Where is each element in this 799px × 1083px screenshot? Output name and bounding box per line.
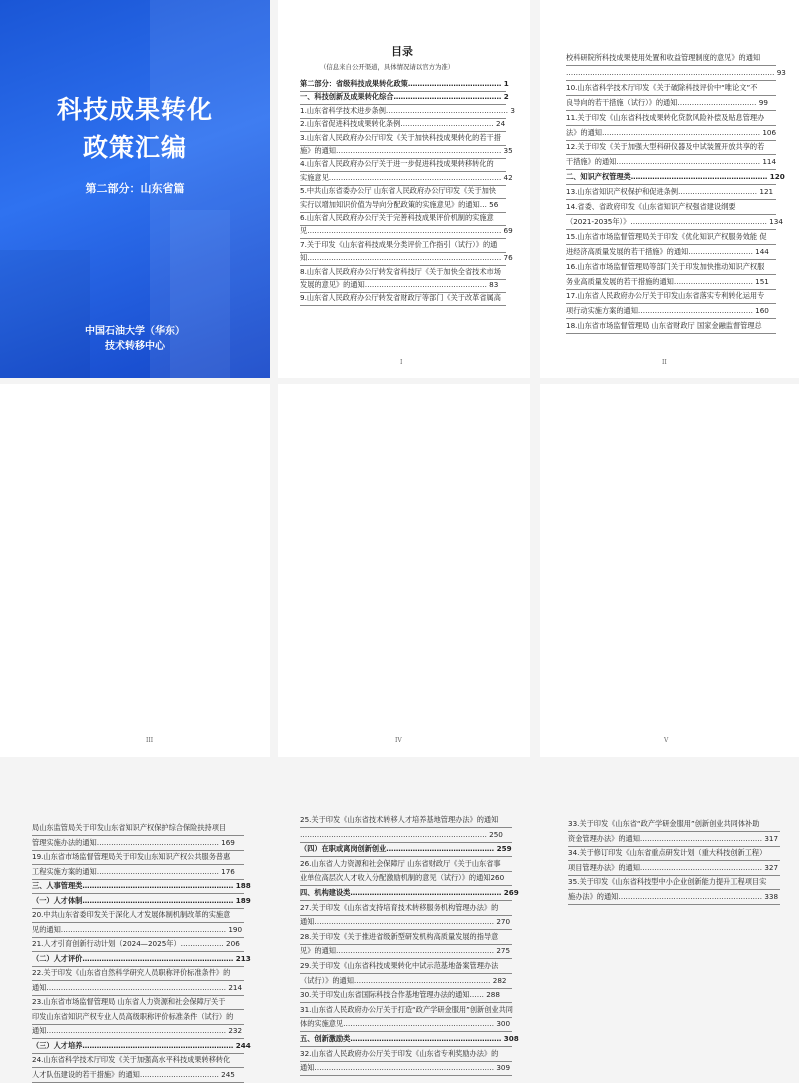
toc-rule — [32, 1009, 244, 1010]
toc-rule — [568, 846, 780, 847]
toc-entry[interactable]: （一）人才体制……………………………………………………… 189 — [32, 895, 251, 905]
toc-entry[interactable]: 资金管理办法》的通知…………………………………………… 317 — [568, 833, 779, 843]
toc-entry[interactable]: 实施意见……………………………………………………………… 42 — [300, 172, 513, 182]
toc-entry[interactable]: 通知………………………………………………………………… 309 — [300, 1063, 511, 1073]
toc-entry[interactable]: 一、科技创新及成果转化综合……………………………………… 2 — [300, 92, 509, 102]
toc-rule — [300, 1017, 512, 1018]
toc-rule — [32, 951, 244, 952]
toc-entry[interactable]: 6.山东省人民政府办公厅关于完善科技成果评价机制的实施意 — [300, 213, 494, 222]
toc-entry[interactable]: 14.省委、省政府印发《山东省知识产权强省建设纲要 — [566, 202, 736, 211]
toc-entry[interactable]: 4.山东省人民政府办公厅关于进一步促进科技成果转移转化的 — [300, 159, 494, 169]
toc-rule — [566, 244, 776, 245]
toc-entry[interactable]: 8.山东省人民政府办公厅转发省科技厅《关于加快全省技术市场 — [300, 266, 501, 276]
toc-rule — [568, 889, 780, 890]
toc-entry[interactable]: 通知………………………………………………………………… 214 — [32, 982, 243, 992]
toc-entry[interactable]: 32.山东省人民政府办公厅关于印发《山东省专利奖励办法》的 — [300, 1048, 499, 1058]
toc-entry[interactable]: 29.关于印发《山东省科技成果转化中试示范基地备案管理办法 — [300, 961, 499, 970]
toc-entry[interactable]: 业单位高层次人才收入分配激励机制的意见（试行）》的通知260 — [300, 873, 505, 883]
toc-page-1 — [278, 0, 530, 378]
toc-rule — [32, 850, 244, 851]
toc-entry[interactable]: 35.关于印发《山东省科技型中小企业创新能力提升工程项目实 — [568, 877, 767, 887]
page-number: V — [664, 737, 669, 744]
toc-entry[interactable]: 28.关于印发《关于推进省级新型研发机构高质量发展的指导意 — [300, 931, 499, 941]
toc-rule — [300, 1075, 512, 1076]
toc-title: 目录 — [391, 45, 413, 58]
toc-entry[interactable]: 9.山东省人民政府办公厅转发省财政厅等部门《关于改革省属高 — [300, 293, 501, 303]
toc-entry[interactable]: 见……………………………………………………………………… 69 — [300, 226, 513, 236]
toc-rule — [32, 1053, 244, 1054]
cover-org-line2: 技术转移中心 — [105, 341, 165, 352]
toc-rule — [32, 1038, 244, 1039]
toc-rule — [300, 856, 512, 857]
toc-rule — [566, 229, 776, 230]
toc-entry[interactable]: 26.山东省人力资源和社会保障厅 山东省财政厅《关于山东省事 — [300, 858, 501, 868]
toc-entry[interactable]: 见的通知…………………………………………………………… 190 — [32, 924, 243, 934]
toc-rule — [300, 973, 512, 974]
toc-entry[interactable]: …………………………………………………………………… 250 — [300, 829, 503, 839]
toc-entry[interactable]: 管理实施办法的通知…………………………………………… 169 — [32, 837, 235, 847]
cover-title-line1: 科技成果转化 — [56, 95, 213, 124]
toc-rule — [566, 318, 776, 319]
toc-entry[interactable]: 3.山东省人民政府办公厅印发《关于加快科技成果转化的若干措 — [300, 132, 501, 142]
toc-rule — [300, 944, 512, 945]
toc-entry[interactable]: 校科研院所科技成果使用处置和收益管理制度的意见》的通知 — [566, 53, 761, 62]
page-number: III — [146, 737, 154, 744]
toc-entry[interactable]: 16.山东省市场监督管理局等部门关于印发加快推动知识产权服 — [566, 261, 765, 271]
cover-decor-shape — [170, 210, 230, 378]
toc-rule — [566, 184, 776, 185]
toc-rule — [568, 831, 780, 832]
page-number: I — [400, 359, 403, 366]
toc-entry[interactable]: 二、知识产权管理类………………………………………………… 120 — [566, 172, 785, 182]
toc-entry[interactable]: 务业高质量发展的若干措施的通知…………………………… 151 — [566, 276, 769, 286]
toc-entry[interactable]: 法》的通知………………………………………………………… 106 — [566, 127, 777, 137]
toc-rule — [566, 140, 776, 141]
toc-rule — [566, 169, 776, 170]
toc-entry[interactable]: 19.山东省市场监督管理局关于印发山东知识产权公共服务普惠 — [32, 852, 231, 861]
toc-entry[interactable]: （四）在职或离岗创新创业……………………………………… 259 — [300, 844, 512, 854]
toc-entry[interactable]: 12.关于印发《关于加强大型科研仪器及中试装置开放共享的若 — [566, 142, 765, 152]
toc-rule — [568, 875, 780, 876]
toc-rule — [566, 80, 776, 81]
toc-page-5 — [540, 384, 799, 901]
toc-entry[interactable]: 三、人事管理类……………………………………………………… 188 — [32, 881, 251, 890]
toc-entry[interactable]: 25.关于印发《山东省技术转移人才培养基地管理办法》的通知 — [300, 815, 499, 824]
toc-rule — [300, 305, 506, 306]
toc-entry[interactable]: 15.山东省市场监督管理局关于印发《优化知识产权服务效能 促 — [566, 231, 767, 241]
toc-entry[interactable]: 通知………………………………………………………………… 270 — [300, 917, 511, 927]
toc-rule — [300, 900, 512, 901]
page-number: II — [662, 359, 667, 366]
toc-entry[interactable]: 四、机构建设类……………………………………………………… 269 — [300, 888, 519, 897]
toc-entry[interactable]: 通知………………………………………………………………… 232 — [32, 1026, 243, 1035]
toc-entry[interactable]: 27.关于印发《山东省支持培育技术转移服务机构管理办法》的 — [300, 902, 499, 912]
toc-entry[interactable]: 印发山东省知识产权专业人员高级职称评价标准条件（试行）的 — [32, 1011, 234, 1021]
toc-entry[interactable]: 良导向的若干措施（试行）》的通知…………………………… 99 — [566, 97, 768, 107]
toc-rule — [32, 835, 244, 836]
toc-note: （信息来自公开渠道，具体情况请以官方为准） — [320, 63, 455, 71]
toc-entry[interactable]: 11.关于印发《山东省科技成果转化贷款风险补偿及贴息管理办 — [566, 112, 765, 122]
toc-entry[interactable]: 22.关于印发《山东省自然科学研究人员职称评价标准条件》的 — [32, 968, 231, 977]
toc-entry[interactable]: 干措施》的通知…………………………………………………… 114 — [566, 157, 777, 167]
toc-rule — [566, 125, 776, 126]
toc-rule — [300, 1002, 512, 1003]
toc-entry[interactable]: 项目管理办法》的通知…………………………………………… 327 — [568, 862, 779, 872]
toc-entry[interactable]: 23.山东省市场监督管理局 山东省人力资源和社会保障厅关于 — [32, 997, 226, 1006]
toc-rule — [32, 937, 244, 938]
toc-rule — [566, 333, 776, 334]
toc-rule — [32, 1024, 244, 1025]
toc-rule — [566, 95, 776, 96]
cover-org-line1: 中国石油大学（华东） — [85, 326, 185, 337]
toc-entry[interactable]: 21.人才引育创新行动计划（2024—2025年）……………… 206 — [32, 939, 240, 948]
toc-rule — [300, 1046, 512, 1047]
toc-entry[interactable]: 7.关于印发《山东省科技成果分类评价工作指引（试行）》的通 — [300, 239, 498, 249]
toc-entry[interactable]: 34.关于修订印发《山东省重点研发计划（重大科技创新工程） — [568, 848, 767, 858]
toc-entry[interactable]: 33.关于印发《山东省“政产学研金服用”创新创业共同体补助 — [568, 819, 760, 828]
toc-entry[interactable]: 人才队伍建设的若干措施》的通知…………………………… 245 — [32, 1069, 235, 1079]
toc-rule — [300, 1061, 512, 1062]
toc-entry[interactable]: 局山东监管局关于印发山东省知识产权保护综合保险扶持项目 — [32, 823, 227, 832]
toc-rule — [32, 908, 244, 909]
toc-entry[interactable]: 31.山东省人民政府办公厅关于打造“政产学研金服用”创新创业共同 — [300, 1004, 513, 1014]
toc-entry[interactable]: 30.关于印发山东省国际科技合作基地管理办法的通知…… 288 — [300, 990, 500, 1000]
toc-rule — [32, 864, 244, 865]
toc-page-4 — [278, 384, 530, 1073]
toc-rule — [568, 904, 780, 905]
toc-entry[interactable]: 10.山东省科学技术厅印发《关于破除科技评价中“唯论文”不 — [566, 82, 758, 92]
toc-entry[interactable]: （二）人才评价……………………………………………………… 213 — [32, 953, 251, 963]
toc-rule — [300, 827, 512, 828]
toc-entry[interactable]: （2021-2035年）》………………………………………………… 134 — [566, 216, 783, 226]
toc-rule — [566, 65, 776, 66]
toc-rule — [566, 259, 776, 260]
toc-rule — [32, 893, 244, 894]
toc-entry[interactable]: 项行动实施方案的通知………………………………………… 160 — [566, 306, 769, 316]
page-number: IV — [395, 737, 402, 744]
toc-rule — [32, 879, 244, 880]
toc-entry[interactable]: 1.山东省科学技术进步条例…………………………………………… 3 — [300, 105, 515, 115]
toc-rule — [32, 995, 244, 996]
toc-rule — [566, 154, 776, 155]
toc-rule — [566, 274, 776, 275]
toc-rule — [300, 885, 512, 886]
toc-rule — [568, 860, 780, 861]
toc-entry[interactable]: 体的实施意见……………………………………………………… 300 — [300, 1019, 511, 1029]
toc-rule — [300, 929, 512, 930]
toc-entry[interactable]: 施办法》的通知…………………………………………………… 338 — [568, 892, 779, 901]
toc-rule — [566, 289, 776, 290]
toc-entry[interactable]: （三）人才培养……………………………………………………… 244 — [32, 1040, 251, 1050]
toc-page-2 — [540, 0, 799, 378]
toc-entry[interactable]: 五、创新激励类……………………………………………………… 308 — [300, 1034, 519, 1043]
toc-entry[interactable]: 施》的通知…………………………………………………………… 35 — [300, 146, 513, 155]
toc-entry[interactable]: 2.山东省促进科技成果转化条例………………………………… 24 — [300, 119, 506, 129]
toc-entry[interactable]: 17.山东省人民政府办公厅关于印发山东省落实专利转化运用专 — [566, 291, 765, 301]
toc-rule — [300, 871, 512, 872]
cover-title-line2: 政策汇编 — [82, 133, 187, 162]
toc-rule — [566, 199, 776, 200]
toc-rule — [300, 842, 512, 843]
toc-entry[interactable]: 13.山东省知识产权保护和促进条例…………………………… 121 — [566, 187, 774, 197]
toc-rule — [566, 110, 776, 111]
toc-rule — [32, 1082, 244, 1083]
toc-entry[interactable]: …………………………………………………………………………… 93 — [566, 67, 786, 77]
toc-entry[interactable]: 发展的意见》的通知…………………………………………… 83 — [300, 280, 499, 289]
toc-entry[interactable]: 第二部分：省级科技成果转化政策………………………………… 1 — [300, 79, 509, 88]
toc-page-3 — [0, 384, 270, 1079]
toc-rule — [32, 922, 244, 923]
toc-rule — [300, 988, 512, 989]
toc-entry[interactable]: 18.山东省市场监督管理局 山东省财政厅 国家金融监督管理总 — [566, 321, 762, 331]
toc-rule — [32, 980, 244, 981]
toc-entry[interactable]: 进经济高质量发展的若干措施》的通知……………………… 144 — [566, 246, 769, 256]
toc-rule — [300, 1031, 512, 1032]
toc-rule — [32, 1067, 244, 1068]
toc-entry[interactable]: 工程实施方案的通知…………………………………………… 176 — [32, 866, 235, 876]
toc-rule — [566, 303, 776, 304]
toc-rule — [300, 915, 512, 916]
toc-entry[interactable]: 知……………………………………………………………………… 76 — [300, 253, 513, 263]
toc-rule — [300, 958, 512, 959]
toc-entry[interactable]: 见》的通知………………………………………………………… 275 — [300, 946, 511, 956]
cover-decor-shape — [0, 250, 90, 378]
toc-entry[interactable]: 20.中共山东省委印发关于深化人才发展体制机制改革的实施意 — [32, 910, 231, 919]
toc-entry[interactable]: 24.山东省科学技术厅印发《关于加强高水平科技成果转移转化 — [32, 1055, 231, 1064]
toc-entry[interactable]: 实行以增加知识价值为导向分配政策的实施意见》的通知… 56 — [300, 199, 499, 209]
cover-subtitle: 第二部分：山东省篇 — [85, 182, 185, 195]
toc-entry[interactable]: （试行）》的通知………………………………………………… 282 — [300, 975, 507, 985]
toc-rule — [566, 214, 776, 215]
toc-rule — [32, 966, 244, 967]
toc-entry[interactable]: 5.中共山东省委办公厅 山东省人民政府办公厅印发《关于加快 — [300, 186, 497, 196]
cover-page — [0, 0, 270, 378]
